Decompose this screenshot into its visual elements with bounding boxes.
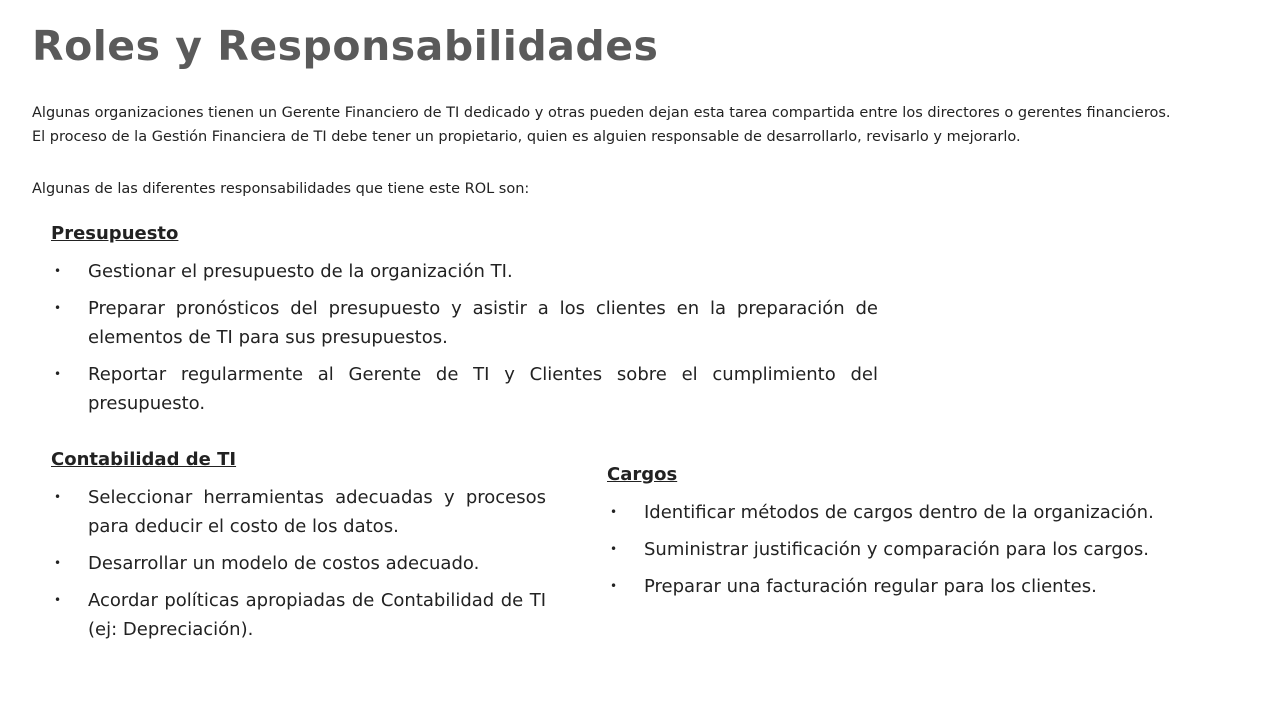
list-item-text: Suministrar justificación y comparación para los cargos. — [644, 539, 1149, 560]
intro-line: El proceso de la Gestión Financiera de TI debe tener un propietario, quien es alguien responsable de desarrollarlo, revisarlo y mejorarlo. — [32, 129, 1021, 145]
section-heading: Contabilidad de TI — [51, 449, 237, 470]
bullet-icon: • — [610, 579, 618, 593]
bullet-icon: • — [610, 542, 618, 556]
responsibilities-lead: Algunas de las diferentes responsabilidades que tiene este ROL son: — [32, 181, 530, 197]
intro-text — [32, 101, 1272, 149]
list-item — [607, 498, 1228, 527]
bullet-list — [51, 257, 878, 418]
list-item — [51, 257, 878, 286]
bullet-icon: • — [54, 490, 62, 504]
bullet-icon: • — [54, 264, 62, 278]
section-cargos — [607, 463, 1228, 609]
intro-line: Algunas organizaciones tienen un Gerente Financiero de TI dedicado y otras pueden dejan esta tarea compartida entre los directores o gerentes financieros. — [32, 105, 1171, 121]
list-item — [51, 360, 878, 418]
page-title: Roles y Responsabilidades — [32, 22, 659, 70]
list-item-text: Acordar políticas apropiadas de Contabilidad de TI (ej: Depreciación). — [88, 590, 546, 640]
list-item-text: Preparar una facturación regular para los clientes. — [644, 576, 1097, 597]
bullet-icon: • — [54, 556, 62, 570]
list-item — [51, 294, 878, 352]
list-item-text: Preparar pronósticos del presupuesto y asistir a los clientes en la preparación de elementos de TI para sus presupuestos. — [88, 298, 878, 348]
list-item-text: Desarrollar un modelo de costos adecuado. — [88, 553, 480, 574]
bullet-icon: • — [54, 367, 62, 381]
section-contabilidad — [51, 448, 546, 652]
list-item — [51, 586, 546, 644]
list-item — [51, 549, 546, 578]
list-item-text: Identificar métodos de cargos dentro de la organización. — [644, 502, 1154, 523]
bullet-icon: • — [54, 593, 62, 607]
bullet-list — [51, 483, 546, 644]
section-presupuesto — [51, 222, 878, 426]
bullet-list — [607, 498, 1228, 601]
list-item-text: Gestionar el presupuesto de la organización TI. — [88, 261, 513, 282]
list-item — [607, 572, 1228, 601]
bullet-icon: • — [610, 505, 618, 519]
list-item-text: Reportar regularmente al Gerente de TI y Clientes sobre el cumplimiento del presupuesto. — [88, 364, 878, 414]
list-item-text: Seleccionar herramientas adecuadas y procesos para deducir el costo de los datos. — [88, 487, 546, 537]
list-item — [51, 483, 546, 541]
list-item — [607, 535, 1228, 564]
bullet-icon: • — [54, 301, 62, 315]
section-heading: Cargos — [607, 464, 678, 485]
section-heading: Presupuesto — [51, 223, 179, 244]
